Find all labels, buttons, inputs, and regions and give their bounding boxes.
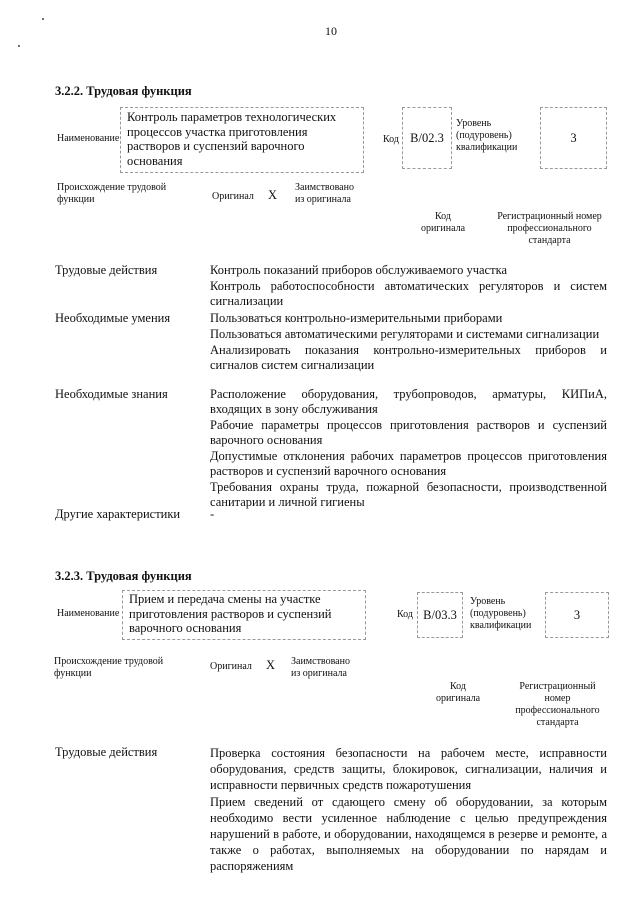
row-label: Трудовые действия <box>55 745 158 759</box>
list-item: Рабочие параметры процессов приготовления растворов и суспензий варочного основания <box>210 418 607 447</box>
original-label: Оригинал <box>212 191 254 202</box>
name-label: Наименование <box>57 133 120 144</box>
function-code: В/02.3 <box>402 107 452 169</box>
registration-number-label: Регистрационный номер профессионального стандарта <box>515 681 600 728</box>
borrowed-label: Заимствовано из оригинала <box>291 656 350 679</box>
page-number: 10 <box>325 24 337 38</box>
list-item: Допустимые отклонения рабочих параметров процессов приготовления растворов и суспензий варочного основания <box>210 449 607 478</box>
origin-label: Происхождение трудовой функции <box>54 656 164 679</box>
list-item: Прием сведений от сдающего смену об оборудовании, за которым необходимо вести усиленное наблюдение с целью предупреждения нарушений в работе, и оборудовании, находящемся в резерве и ремонте, а также о работах, выполняемых на оборудовании по нарядам и распоряжениям <box>210 795 607 873</box>
list-item: Анализировать показания контрольно-измерительных приборов и сигналов систем сигнализации <box>210 343 607 372</box>
original-mark: X <box>268 188 278 202</box>
borrowed-label: Заимствовано из оригинала <box>295 182 354 205</box>
function-name: Контроль параметров технологических процессов участка приготовления растворов и суспензий варочного основания <box>120 107 364 173</box>
scan-speck <box>18 45 20 47</box>
original-mark: X <box>266 658 276 672</box>
code-label: Код <box>397 609 413 620</box>
row-label: Необходимые знания <box>55 387 168 401</box>
qualification-level: 3 <box>545 592 609 638</box>
list-item: - <box>210 507 215 521</box>
row-content <box>210 311 607 374</box>
level-label: Уровень (подуровень) квалификации <box>456 118 518 153</box>
name-label: Наименование <box>57 608 120 619</box>
code-label: Код <box>383 134 399 145</box>
level-label: Уровень (подуровень) квалификации <box>470 596 532 631</box>
function-code: В/03.3 <box>417 592 463 638</box>
row-content <box>210 387 607 511</box>
row-label: Необходимые умения <box>55 311 171 325</box>
list-item: Пользоваться автоматическими регуляторами и системами сигнализации <box>210 327 600 341</box>
row-label: Трудовые действия <box>55 263 158 277</box>
original-label: Оригинал <box>210 661 252 672</box>
list-item: Контроль работоспособности автоматических регуляторов и систем сигнализации <box>210 279 607 308</box>
function-name: Прием и передача смены на участке приготовления растворов и суспензий варочного основания <box>122 590 366 640</box>
row-content <box>210 745 607 875</box>
row-label: Другие характеристики <box>55 507 181 521</box>
list-item: Требования охраны труда, пожарной безопасности, производственной санитарии и личной гигиены <box>210 480 607 509</box>
list-item: Расположение оборудования, трубопроводов, арматуры, КИПиА, входящих в зону обслуживания <box>210 387 607 416</box>
row-content <box>210 507 607 523</box>
original-code-label: Код оригинала <box>435 681 481 704</box>
original-code-label: Код оригинала <box>420 211 466 234</box>
section-title: 3.2.3. Трудовая функция <box>55 569 192 583</box>
section-title: 3.2.2. Трудовая функция <box>55 84 192 98</box>
registration-number-label: Регистрационный номер профессионального стандарта <box>497 211 602 246</box>
list-item: Проверка состояния безопасности на рабочем месте, исправности оборудования, средств защиты, блокировок, сигнализации, наличия и исправности первичных средств пожаротушения <box>210 746 607 792</box>
origin-label: Происхождение трудовой функции <box>57 182 167 205</box>
list-item: Пользоваться контрольно-измерительными приборами <box>210 311 503 325</box>
scan-speck <box>42 18 44 20</box>
list-item: Контроль показаний приборов обслуживаемого участка <box>210 263 508 277</box>
row-content <box>210 263 607 310</box>
qualification-level: 3 <box>540 107 607 169</box>
